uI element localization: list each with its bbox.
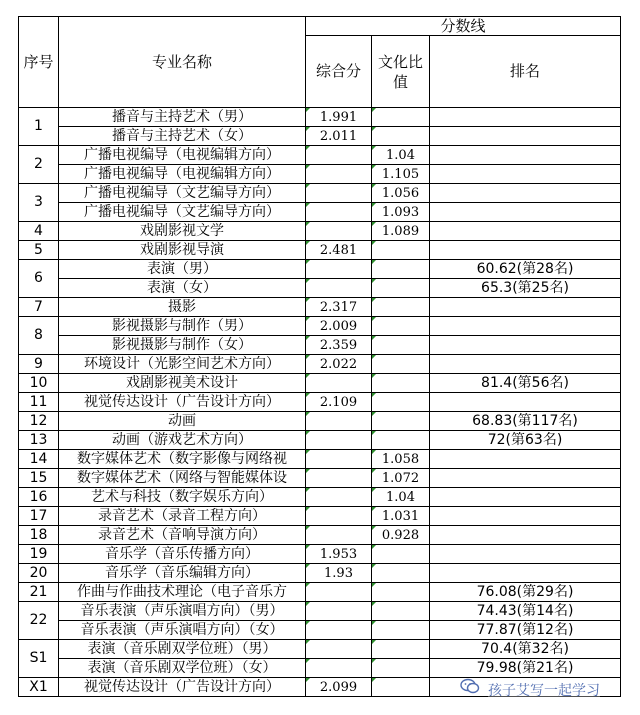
- culture-ratio-cell: [372, 545, 430, 564]
- major-name-cell: 音乐学（音乐编辑方向）: [59, 564, 306, 583]
- major-name-cell: 录音艺术（录音工程方向）: [59, 507, 306, 526]
- composite-score-cell: [306, 222, 372, 241]
- major-name-cell: 戏剧影视美术设计: [59, 374, 306, 393]
- culture-ratio-cell: 1.04: [372, 488, 430, 507]
- major-name-cell: 音乐表演（声乐演唱方向）（男）: [59, 602, 306, 621]
- table-row: [19, 621, 621, 640]
- table-row: [19, 640, 621, 659]
- ranking-cell: [430, 203, 621, 222]
- culture-ratio-cell: [372, 621, 430, 640]
- composite-score-cell: [306, 507, 372, 526]
- composite-score-cell: 2.099: [306, 678, 372, 697]
- major-name-cell: 环境设计（光影空间艺术方向）: [59, 355, 306, 374]
- table-row: [19, 450, 621, 469]
- culture-ratio-cell: [372, 583, 430, 602]
- culture-ratio-cell: [372, 127, 430, 146]
- table-row: [19, 469, 621, 488]
- major-name-cell: 影视摄影与制作（男）: [59, 317, 306, 336]
- major-name-cell: 音乐学（音乐传播方向）: [59, 545, 306, 564]
- table-row: [19, 146, 621, 165]
- composite-score-cell: [306, 450, 372, 469]
- table-row: [19, 203, 621, 222]
- ranking-cell: [430, 108, 621, 127]
- ranking-cell: [430, 165, 621, 184]
- ranking-cell: [430, 507, 621, 526]
- table-row: [19, 507, 621, 526]
- row-index: S1: [19, 640, 59, 678]
- composite-score-cell: [306, 583, 372, 602]
- culture-ratio-cell: [372, 393, 430, 412]
- composite-score-cell: 2.481: [306, 241, 372, 260]
- culture-ratio-cell: [372, 108, 430, 127]
- row-index: 12: [19, 412, 59, 431]
- header-major: 专业名称: [59, 17, 306, 108]
- ranking-cell: [430, 355, 621, 374]
- culture-ratio-cell: 1.056: [372, 184, 430, 203]
- table-row: [19, 317, 621, 336]
- composite-score-cell: 1.93: [306, 564, 372, 583]
- composite-score-cell: [306, 374, 372, 393]
- row-index: 9: [19, 355, 59, 374]
- composite-score-cell: 2.109: [306, 393, 372, 412]
- wechat-icon: [460, 678, 480, 694]
- culture-ratio-cell: [372, 298, 430, 317]
- composite-score-cell: 1.991: [306, 108, 372, 127]
- culture-ratio-cell: [372, 317, 430, 336]
- culture-ratio-cell: 1.031: [372, 507, 430, 526]
- row-index: 22: [19, 602, 59, 640]
- composite-score-cell: 2.022: [306, 355, 372, 374]
- header-index: 序号: [19, 17, 59, 108]
- composite-score-cell: 2.317: [306, 298, 372, 317]
- composite-score-cell: [306, 412, 372, 431]
- row-index: 18: [19, 526, 59, 545]
- major-name-cell: 动画: [59, 412, 306, 431]
- major-name-cell: 视觉传达设计（广告设计方向）: [59, 678, 306, 697]
- table-row: [19, 127, 621, 146]
- culture-ratio-cell: [372, 678, 430, 697]
- culture-ratio-cell: [372, 336, 430, 355]
- major-name-cell: 录音艺术（音响导演方向）: [59, 526, 306, 545]
- table-row: [19, 393, 621, 412]
- table-row: [19, 374, 621, 393]
- row-index: X1: [19, 678, 59, 697]
- culture-ratio-cell: 1.089: [372, 222, 430, 241]
- ranking-cell: [430, 526, 621, 545]
- ranking-cell: [430, 184, 621, 203]
- table-row: [19, 222, 621, 241]
- header-ranking: 排名: [430, 36, 621, 108]
- ranking-cell: 79.98(第21名): [430, 659, 621, 678]
- major-name-cell: 表演（音乐剧双学位班）（男）: [59, 640, 306, 659]
- table-body: [19, 108, 621, 697]
- culture-ratio-cell: [372, 279, 430, 298]
- ranking-cell: 74.43(第14名): [430, 602, 621, 621]
- composite-score-cell: [306, 640, 372, 659]
- ranking-cell: [430, 222, 621, 241]
- composite-score-cell: 2.359: [306, 336, 372, 355]
- table-row: [19, 564, 621, 583]
- composite-score-cell: [306, 621, 372, 640]
- table-row: [19, 488, 621, 507]
- culture-ratio-cell: 1.093: [372, 203, 430, 222]
- ranking-cell: [430, 450, 621, 469]
- row-index: 1: [19, 108, 59, 146]
- ranking-cell: 81.4(第56名): [430, 374, 621, 393]
- major-name-cell: 音乐表演（声乐演唱方向）（女）: [59, 621, 306, 640]
- table-row: [19, 241, 621, 260]
- culture-ratio-cell: [372, 241, 430, 260]
- row-index: 10: [19, 374, 59, 393]
- table-row: [19, 298, 621, 317]
- row-index: 13: [19, 431, 59, 450]
- ranking-cell: [430, 317, 621, 336]
- culture-ratio-cell: [372, 659, 430, 678]
- ranking-cell: 65.3(第25名): [430, 279, 621, 298]
- major-name-cell: 广播电视编导（电视编辑方向）: [59, 165, 306, 184]
- culture-ratio-cell: [372, 431, 430, 450]
- culture-ratio-cell: 1.04: [372, 146, 430, 165]
- composite-score-cell: [306, 146, 372, 165]
- watermark: [452, 672, 640, 712]
- composite-score-cell: 2.011: [306, 127, 372, 146]
- composite-score-cell: [306, 184, 372, 203]
- table-row: [19, 431, 621, 450]
- major-name-cell: 戏剧影视导演: [59, 241, 306, 260]
- ranking-cell: [430, 146, 621, 165]
- culture-ratio-cell: [372, 640, 430, 659]
- ranking-cell: 70.4(第32名): [430, 640, 621, 659]
- row-index: 14: [19, 450, 59, 469]
- culture-ratio-cell: 1.105: [372, 165, 430, 184]
- table-row: [19, 184, 621, 203]
- major-name-cell: 广播电视编导（文艺编导方向）: [59, 184, 306, 203]
- row-index: 3: [19, 184, 59, 222]
- major-name-cell: 摄影: [59, 298, 306, 317]
- major-name-cell: 广播电视编导（电视编辑方向）: [59, 146, 306, 165]
- culture-ratio-cell: 1.072: [372, 469, 430, 488]
- culture-ratio-cell: [372, 564, 430, 583]
- table-row: [19, 108, 621, 127]
- culture-ratio-cell: 0.928: [372, 526, 430, 545]
- composite-score-cell: 1.953: [306, 545, 372, 564]
- major-name-cell: 表演（男）: [59, 260, 306, 279]
- table-row: [19, 336, 621, 355]
- culture-ratio-cell: [372, 355, 430, 374]
- ranking-cell: [430, 564, 621, 583]
- ranking-cell: [430, 298, 621, 317]
- composite-score-cell: 2.009: [306, 317, 372, 336]
- row-index: 7: [19, 298, 59, 317]
- table-row: [19, 355, 621, 374]
- row-index: 15: [19, 469, 59, 488]
- major-name-cell: 表演（音乐剧双学位班）（女）: [59, 659, 306, 678]
- culture-ratio-cell: [372, 412, 430, 431]
- major-name-cell: 视觉传达设计（广告设计方向）: [59, 393, 306, 412]
- row-index: 19: [19, 545, 59, 564]
- composite-score-cell: [306, 602, 372, 621]
- score-table: [18, 16, 621, 697]
- culture-ratio-cell: [372, 602, 430, 621]
- ranking-cell: [430, 469, 621, 488]
- ranking-cell: [430, 545, 621, 564]
- row-index: 16: [19, 488, 59, 507]
- composite-score-cell: [306, 488, 372, 507]
- row-index: 2: [19, 146, 59, 184]
- row-index: 11: [19, 393, 59, 412]
- table-row: [19, 602, 621, 621]
- header-score-group: 分数线: [306, 17, 621, 36]
- composite-score-cell: [306, 279, 372, 298]
- ranking-cell: [430, 488, 621, 507]
- row-index: 17: [19, 507, 59, 526]
- table-row: [19, 526, 621, 545]
- major-name-cell: 戏剧影视文学: [59, 222, 306, 241]
- table-row: [19, 279, 621, 298]
- major-name-cell: 影视摄影与制作（女）: [59, 336, 306, 355]
- table-row: [19, 412, 621, 431]
- culture-ratio-cell: [372, 374, 430, 393]
- row-index: 8: [19, 317, 59, 355]
- major-name-cell: 广播电视编导（文艺编导方向）: [59, 203, 306, 222]
- row-index: 5: [19, 241, 59, 260]
- ranking-cell: 72(第63名): [430, 431, 621, 450]
- major-name-cell: 动画（游戏艺术方向）: [59, 431, 306, 450]
- major-name-cell: 表演（女）: [59, 279, 306, 298]
- watermark-text: 孩子艾写一起学习: [488, 680, 600, 700]
- ranking-cell: 76.08(第29名): [430, 583, 621, 602]
- culture-ratio-cell: 1.058: [372, 450, 430, 469]
- row-index: 20: [19, 564, 59, 583]
- ranking-cell: [430, 127, 621, 146]
- header-culture-ratio: 文化比值: [372, 36, 430, 108]
- composite-score-cell: [306, 203, 372, 222]
- composite-score-cell: [306, 526, 372, 545]
- header-composite: 综合分: [306, 36, 372, 108]
- ranking-cell: 60.62(第28名): [430, 260, 621, 279]
- major-name-cell: 作曲与作曲技术理论（电子音乐方: [59, 583, 306, 602]
- major-name-cell: 播音与主持艺术（女）: [59, 127, 306, 146]
- row-index: 4: [19, 222, 59, 241]
- ranking-cell: [430, 241, 621, 260]
- ranking-cell: 68.83(第117名): [430, 412, 621, 431]
- table-row: [19, 260, 621, 279]
- composite-score-cell: [306, 431, 372, 450]
- ranking-cell: 77.87(第12名): [430, 621, 621, 640]
- major-name-cell: 数字媒体艺术（网络与智能媒体设: [59, 469, 306, 488]
- major-name-cell: 艺术与科技（数字娱乐方向）: [59, 488, 306, 507]
- ranking-cell: [430, 336, 621, 355]
- table-row: [19, 165, 621, 184]
- composite-score-cell: [306, 469, 372, 488]
- composite-score-cell: [306, 260, 372, 279]
- row-index: 21: [19, 583, 59, 602]
- culture-ratio-cell: [372, 260, 430, 279]
- table-row: [19, 545, 621, 564]
- composite-score-cell: [306, 165, 372, 184]
- row-index: 6: [19, 260, 59, 298]
- composite-score-cell: [306, 659, 372, 678]
- major-name-cell: 播音与主持艺术（男）: [59, 108, 306, 127]
- table-row: [19, 583, 621, 602]
- major-name-cell: 数字媒体艺术（数字影像与网络视: [59, 450, 306, 469]
- ranking-cell: [430, 393, 621, 412]
